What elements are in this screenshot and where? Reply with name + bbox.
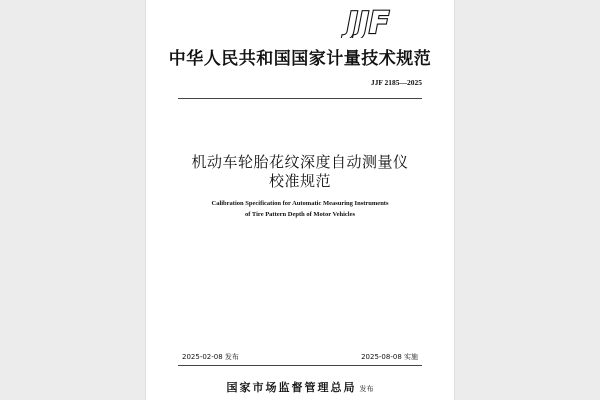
title-en-line2: of Tire Pattern Depth of Motor Vehicles [244,211,355,218]
top-divider [178,98,422,99]
title-en-line1: Calibration Specification for Automatic Measuring Instruments [211,200,389,207]
document-cover [146,0,454,400]
issue-date: 2025-02-08 发布 [182,353,239,361]
issuer-name: 国家市场监督管理总局 [226,381,357,394]
title-cn-line1: 机动车轮胎花纹深度自动测量仪 [191,153,409,171]
effective-date: 2025-08-08 实施 [361,353,418,361]
jjf-logo [324,6,412,38]
jjf-logo-text: JJF [346,6,390,38]
title-cn-line2: 校准规范 [268,172,331,190]
bottom-divider [178,365,422,366]
issuer [146,376,454,395]
issuer-suffix: 发布 [359,385,374,393]
jjf-logo-graphic [324,6,412,38]
header-title: 中华人民共和国国家计量技术规范 [168,49,432,69]
standard-code: JJF 2185—2025 [370,78,422,87]
